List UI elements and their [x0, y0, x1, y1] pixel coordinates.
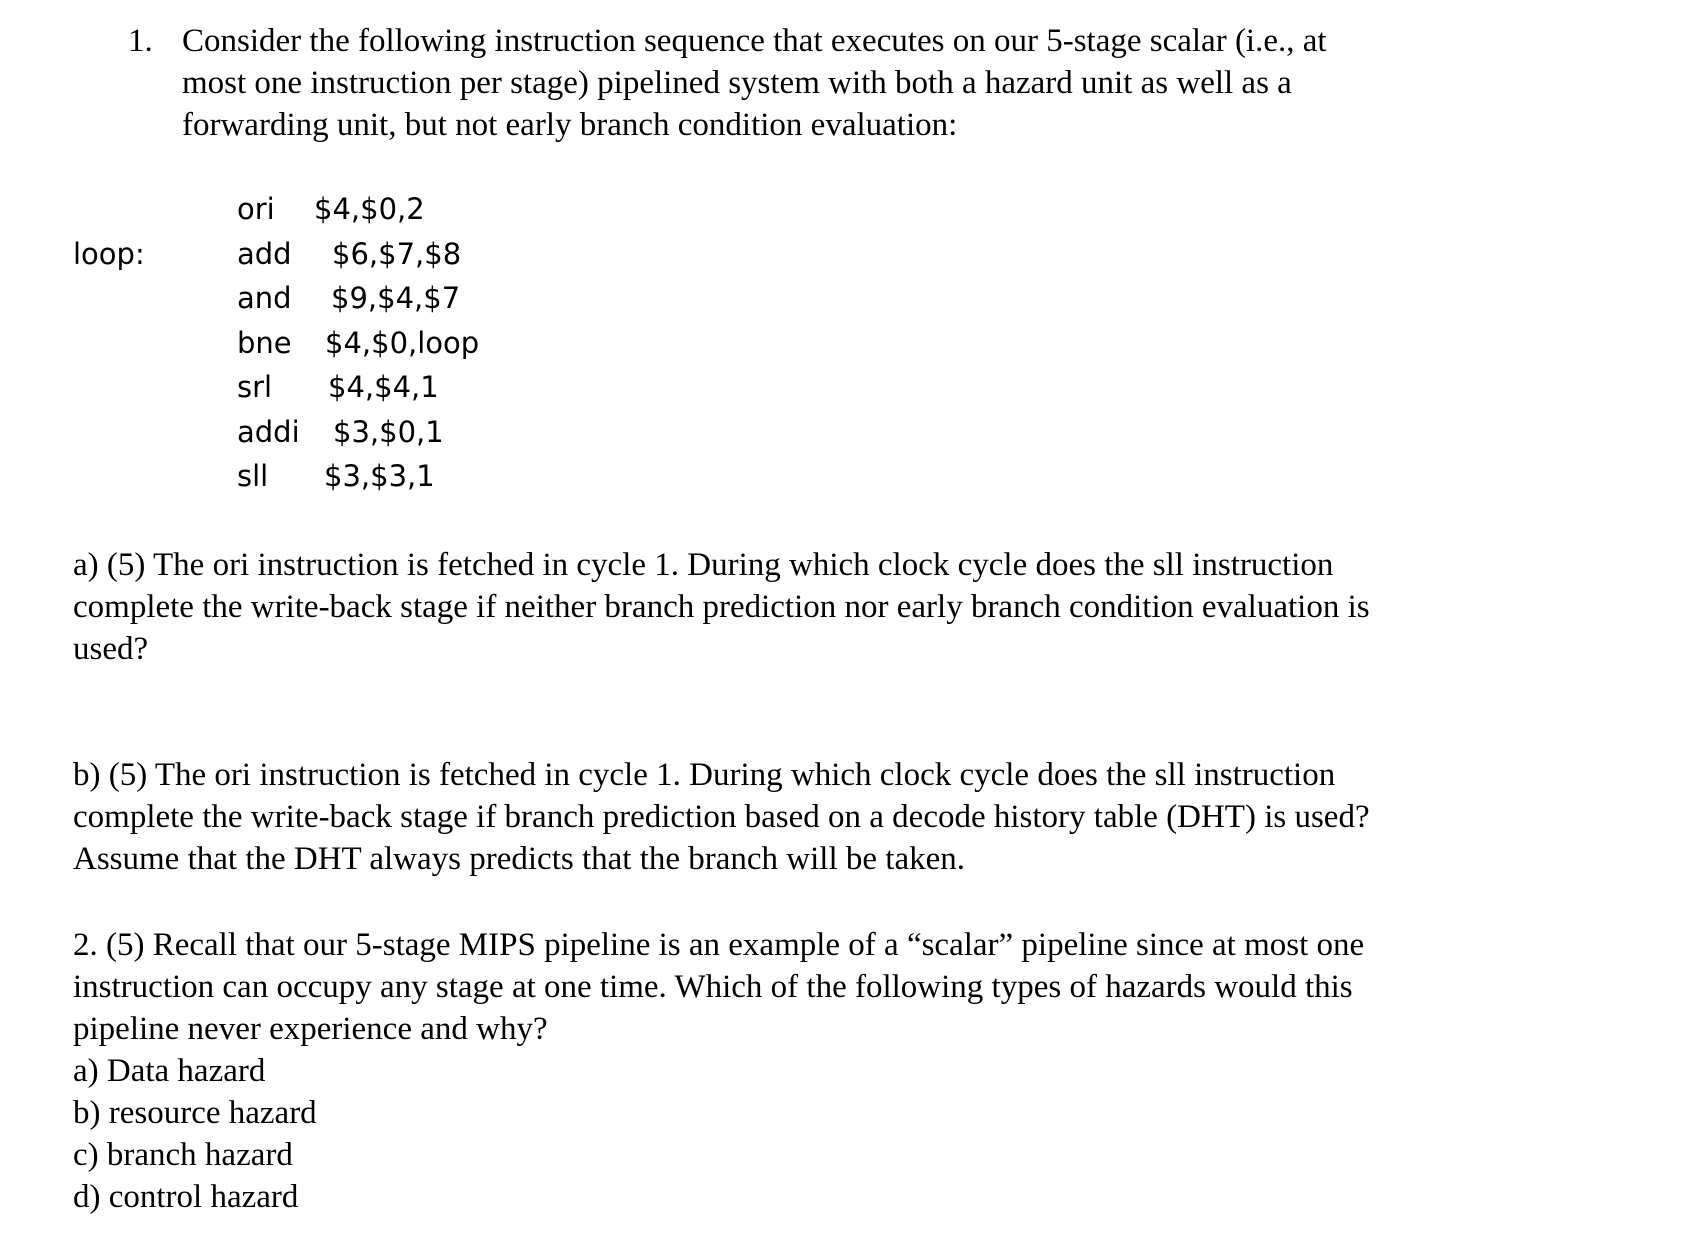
- operands: $9,$4,$7: [331, 281, 461, 315]
- option-control-hazard: d) control hazard: [73, 1179, 299, 1215]
- operands: $6,$7,$8: [332, 236, 462, 271]
- question-1-line: forwarding unit, but not early branch condition evaluation:: [182, 107, 958, 143]
- opcode: sll: [237, 459, 269, 493]
- opcode: srl: [237, 370, 273, 404]
- question-2: [73, 924, 1364, 1218]
- operands: $4,$0,loop: [325, 325, 480, 360]
- part-a-line: complete the write-back stage if neither branch prediction nor early branch condition evaluation is: [73, 589, 1370, 625]
- code-line-sll: [237, 454, 479, 499]
- question-1-text: [182, 20, 1327, 146]
- operands: $4,$0,2: [314, 192, 425, 226]
- question-1-line: Consider the following instruction sequence that executes on our 5-stage scalar (i.e., at: [182, 23, 1327, 59]
- question-1-part-a: [73, 544, 1370, 670]
- question-2-line: instruction can occupy any stage at one time. Which of the following types of hazards would this: [73, 969, 1353, 1005]
- part-b-line: Assume that the DHT always predicts that the branch will be taken.: [73, 841, 965, 877]
- part-b-line: b) (5) The ori instruction is fetched in cycle 1. During which clock cycle does the sll instruction: [73, 757, 1336, 793]
- question-1-number: 1.: [128, 23, 153, 59]
- opcode: and: [237, 281, 292, 315]
- part-a-line: used?: [73, 631, 149, 667]
- operands: $3,$3,1: [324, 459, 435, 493]
- question-1-line: most one instruction per stage) pipelined system with both a hazard unit as well as a: [182, 65, 1292, 101]
- opcode: addi: [237, 414, 300, 449]
- code-line-srl: [237, 365, 479, 410]
- opcode: ori: [237, 192, 275, 226]
- question-2-line: pipeline never experience and why?: [73, 1011, 548, 1047]
- operands: $4,$4,1: [328, 370, 439, 404]
- code-line-bne: [237, 321, 479, 366]
- code-line-addi: [237, 410, 479, 455]
- part-a-line: a) (5) The ori instruction is fetched in cycle 1. During which clock cycle does the sll instruction: [73, 547, 1334, 583]
- opcode: bne: [237, 325, 292, 360]
- code-line-ori: [237, 187, 479, 232]
- option-resource-hazard: b) resource hazard: [73, 1095, 317, 1131]
- option-branch-hazard: c) branch hazard: [73, 1137, 293, 1173]
- question-2-line: 2. (5) Recall that our 5-stage MIPS pipeline is an example of a “scalar” pipeline since at most one: [73, 927, 1365, 963]
- code-block: [237, 187, 479, 499]
- part-b-line: complete the write-back stage if branch prediction based on a decode history table (DHT) is used?: [73, 799, 1370, 835]
- code-line-and: [237, 276, 479, 321]
- question-1-part-b: [73, 754, 1370, 880]
- loop-label: loop:: [73, 237, 145, 271]
- code-line-add: [237, 232, 479, 277]
- operands: $3,$0,1: [333, 414, 444, 449]
- opcode: add: [237, 236, 292, 271]
- option-data-hazard: a) Data hazard: [73, 1053, 266, 1089]
